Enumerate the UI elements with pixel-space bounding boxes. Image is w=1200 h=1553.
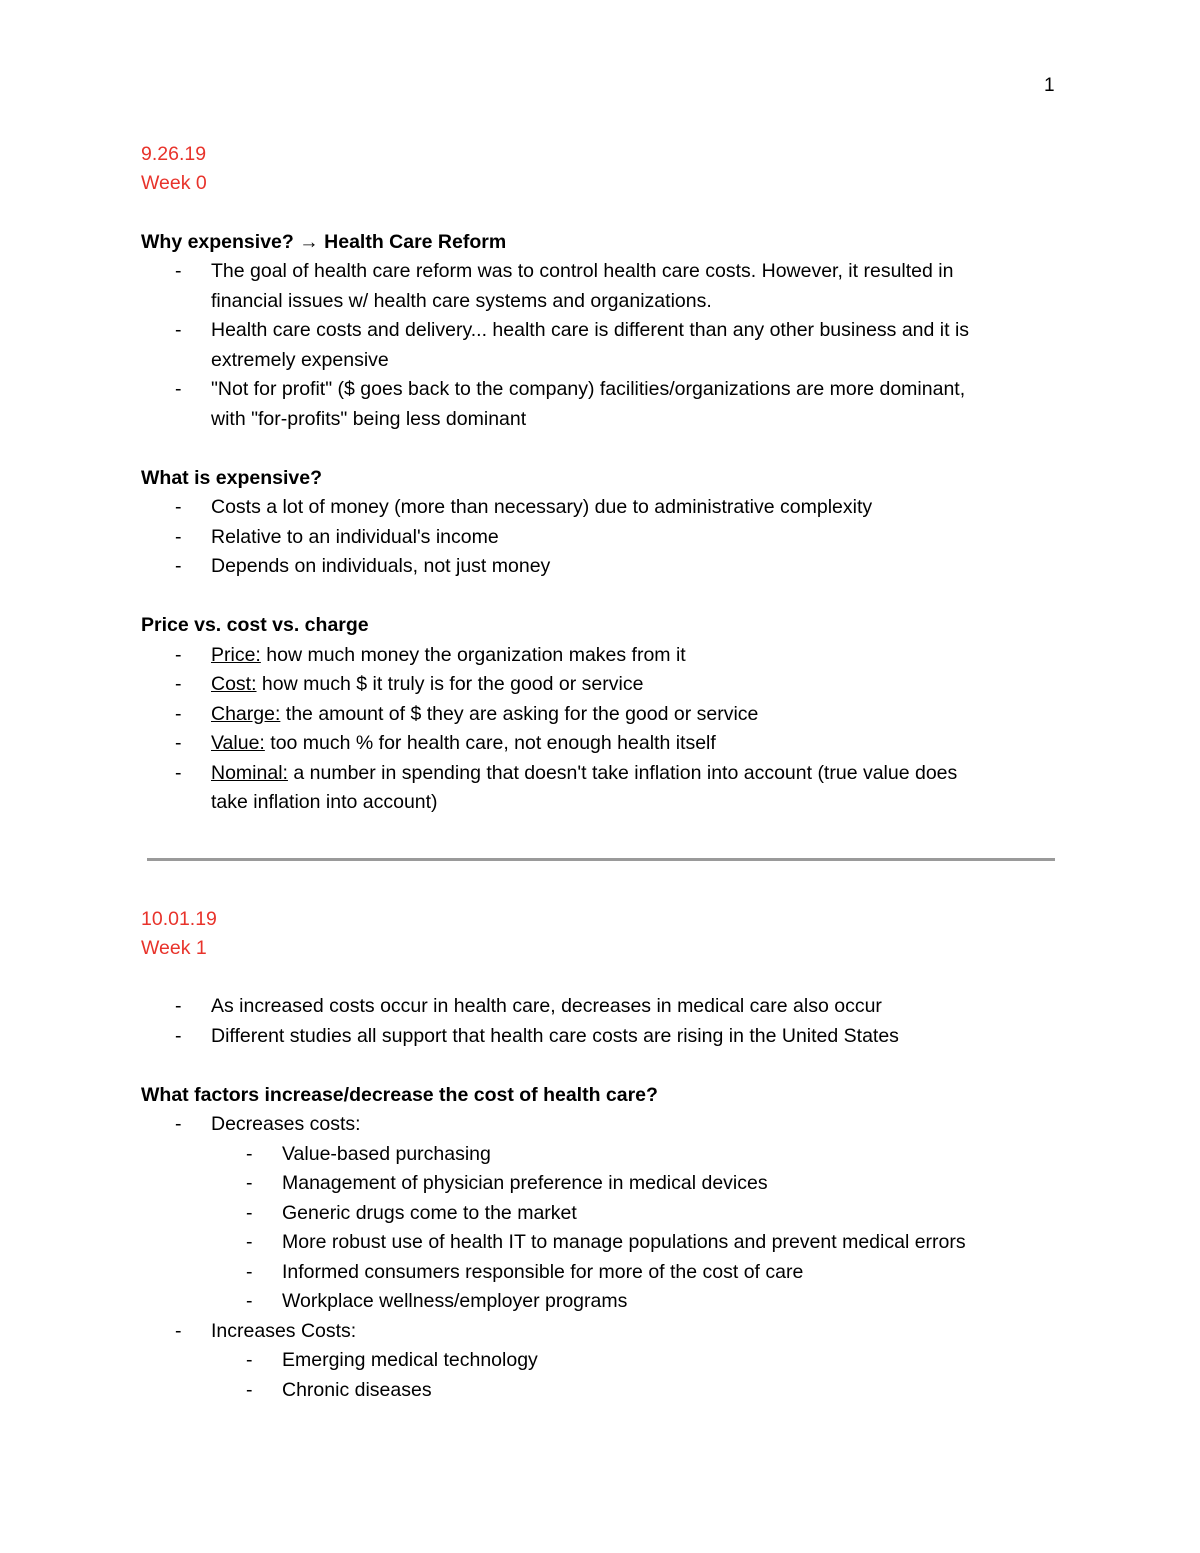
list-week1-intro [141, 992, 1071, 1051]
section-date: 9.26.19 [141, 143, 207, 165]
list-decreases [141, 1140, 1071, 1317]
list-price-cost-charge [141, 641, 1071, 818]
list-item: - Nominal: a number in spending that doesn't take inflation into account (true value does take inflation into account) [175, 761, 958, 813]
heading-cost-factors: What factors increase/decrease the cost of health care? [141, 1083, 658, 1106]
section-week: Week 1 [141, 936, 207, 959]
section-date: 10.01.19 [141, 907, 217, 930]
heading-price-cost-charge: Price vs. cost vs. charge [141, 614, 369, 636]
term: Price: [211, 643, 261, 666]
list-item: - Price: how much money the organization makes from it [175, 643, 686, 666]
list-item: - Relative to an individual's income [175, 525, 499, 548]
term: Nominal: [211, 761, 288, 784]
list-item: - The goal of health care reform was to control health care costs. However, it resulted in financial issues w/ health care systems and organizations. [175, 260, 954, 312]
list-item: - Different studies all support that health care costs are rising in the United States [175, 1024, 899, 1047]
list-item: - Health care costs and delivery... health care is different than any other business and it is extremely expensive [175, 319, 970, 371]
list-item: - Value: too much % for health care, not enough health itself [175, 732, 716, 754]
page-number: 1 [1044, 75, 1055, 96]
list-item: - More robust use of health IT to manage populations and prevent medical errors [246, 1231, 966, 1253]
list-item-decreases: - Decreases costs: - Value-based purchasing - Management of physician preference in medical devices - Generic drugs come to the market - More robust use of health IT to manage populations and prevent medical errors - Informed consumers responsible for more of the cost of care - Workplace wellness/employer programs [141, 1110, 1071, 1317]
list-item: - Cost: how much $ it truly is for the good or service [175, 673, 644, 695]
list-item: - Chronic diseases [246, 1378, 432, 1401]
list-item: - Costs a lot of money (more than necessary) due to administrative complexity [175, 496, 873, 518]
heading-why-expensive: Why expensive? → Health Care Reform [141, 230, 507, 253]
list-why-expensive [141, 257, 1071, 434]
list-item: - Management of physician preference in medical devices [246, 1172, 768, 1194]
list-item: - "Not for profit" ($ goes back to the company) facilities/organizations are more dominant, with "for-profits" being less dominant [175, 378, 966, 430]
heading-what-is-expensive: What is expensive? [141, 466, 322, 489]
section-week: Week 0 [141, 172, 207, 194]
list-what-is-expensive [141, 493, 1071, 582]
list-item: - Generic drugs come to the market [246, 1201, 577, 1224]
horizontal-divider [147, 858, 1055, 861]
term: Cost: [211, 673, 257, 695]
list-item: - Informed consumers responsible for more of the cost of care [246, 1260, 804, 1283]
list-cost-factors [141, 1110, 1071, 1405]
list-item: - Value-based purchasing [246, 1142, 491, 1165]
list-item-increases: - Increases Costs: - Emerging medical technology - Chronic diseases [141, 1317, 1071, 1406]
term: Charge: [211, 702, 281, 725]
term: Value: [211, 732, 265, 754]
list-increases [141, 1346, 1071, 1405]
document-body [141, 140, 1071, 1405]
list-item: - Workplace wellness/employer programs [246, 1290, 628, 1312]
list-item: - Depends on individuals, not just money [175, 555, 551, 577]
list-item: - As increased costs occur in health care, decreases in medical care also occur [175, 995, 882, 1017]
list-item: - Emerging medical technology [246, 1349, 538, 1371]
list-item: - Charge: the amount of $ they are asking for the good or service [175, 702, 759, 725]
